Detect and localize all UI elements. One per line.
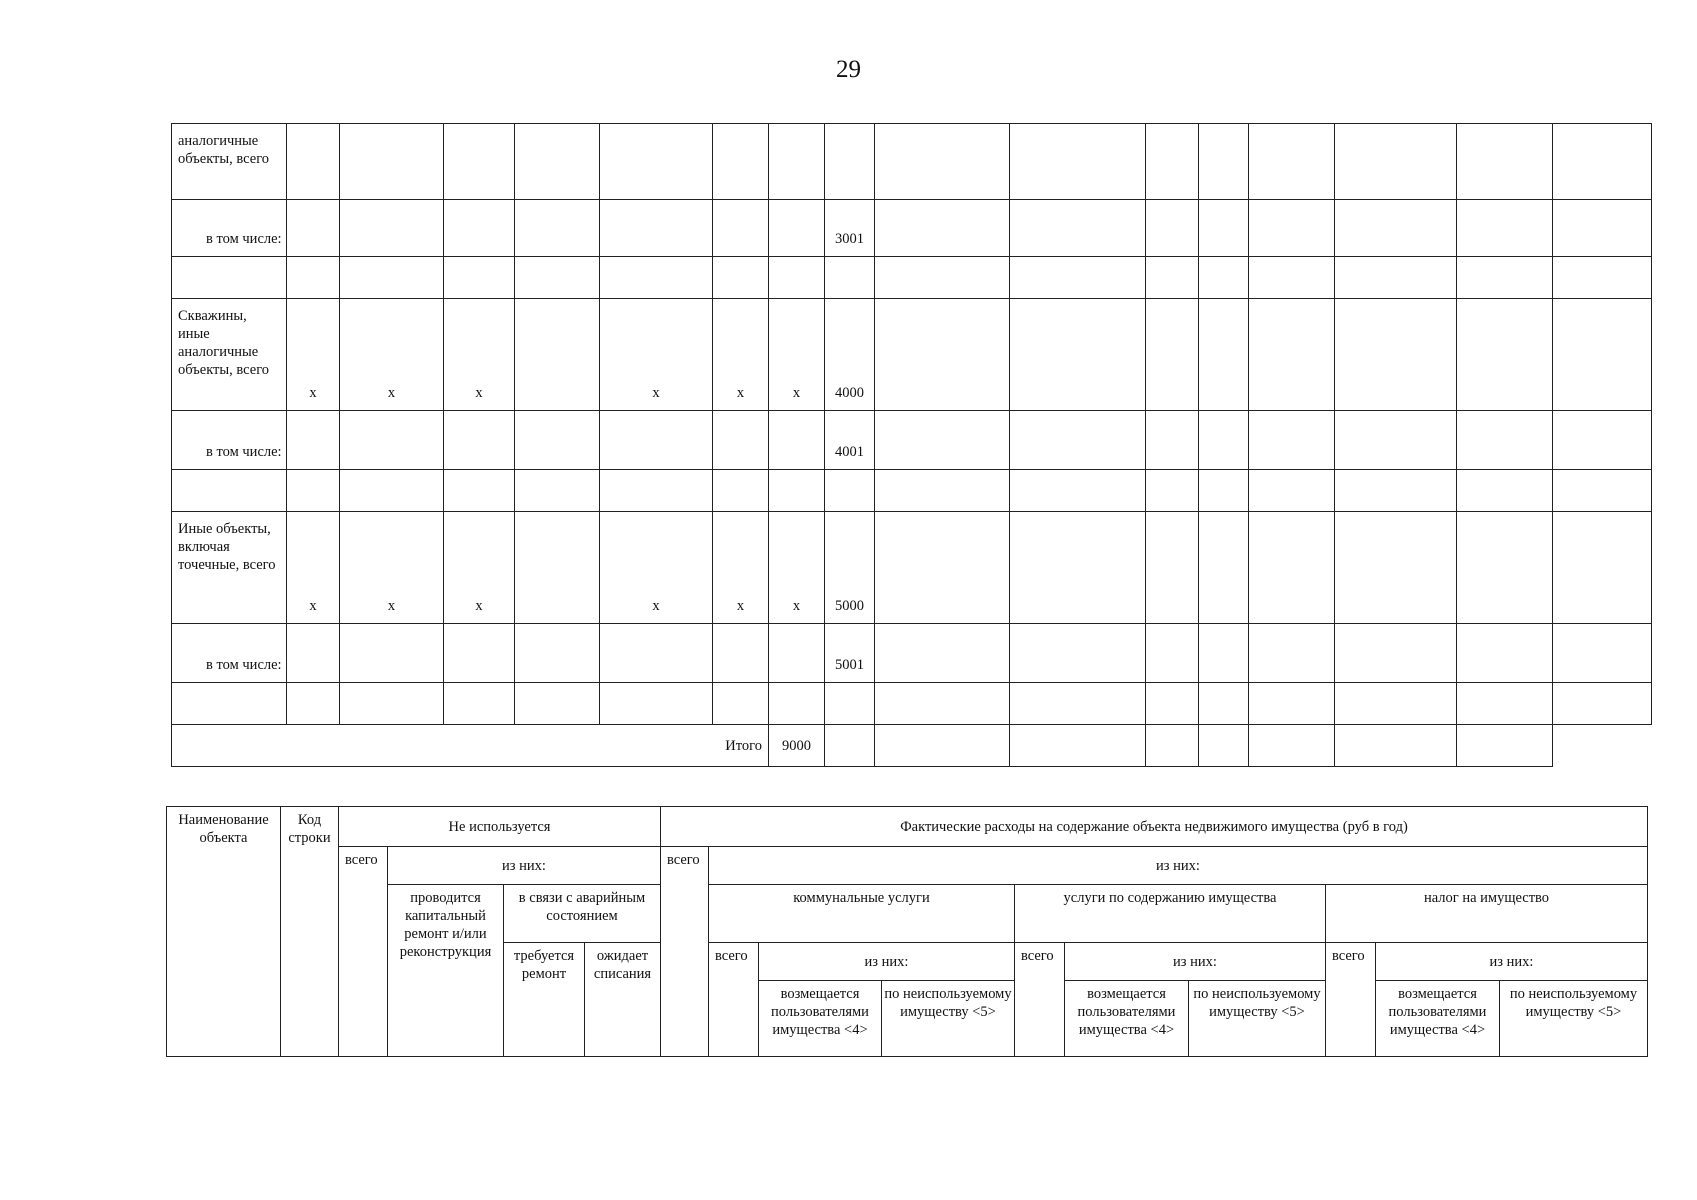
- value-cell: [825, 725, 875, 767]
- value-cell: [1199, 411, 1249, 470]
- mark-cell: [600, 624, 713, 683]
- tax-unused-header: по неиспользуемому имуществу <5>: [1500, 981, 1648, 1057]
- tax-reimbursed-header: возмещается пользователями имущества <4>: [1376, 981, 1500, 1057]
- table-row: [172, 124, 1652, 200]
- value-cell: [1199, 257, 1249, 299]
- maintenance-reimbursed-header: возмещается пользователями имущества <4>: [1065, 981, 1189, 1057]
- mark-cell: х: [600, 299, 713, 411]
- mark-cell: [287, 411, 340, 470]
- row-code-cell: 5000: [825, 512, 875, 624]
- value-cell: [1457, 299, 1553, 411]
- mark-cell: [444, 124, 515, 200]
- mark-cell: [515, 124, 600, 200]
- value-cell: [1010, 257, 1146, 299]
- row-code-header: Код строки: [281, 807, 339, 1057]
- not-used-total-header: всего: [339, 847, 388, 1057]
- value-cell: [1249, 257, 1335, 299]
- mark-cell: [444, 683, 515, 725]
- utilities-unused-header: по неиспользуемому имуществу <5>: [882, 981, 1015, 1057]
- value-cell: [1010, 624, 1146, 683]
- value-cell: [875, 299, 1010, 411]
- mark-cell: [287, 257, 340, 299]
- value-cell: [1199, 683, 1249, 725]
- value-cell: [1146, 411, 1199, 470]
- mark-cell: [444, 200, 515, 257]
- value-cell: [875, 200, 1010, 257]
- value-cell: [1146, 200, 1199, 257]
- value-cell: [1457, 683, 1553, 725]
- awaiting-writeoff-header: ожидает списания: [585, 943, 661, 1057]
- value-cell: [1010, 725, 1146, 767]
- value-cell: [1457, 624, 1553, 683]
- value-cell: [1010, 470, 1146, 512]
- total-code-cell: 9000: [769, 725, 825, 767]
- mark-cell: [600, 470, 713, 512]
- mark-cell: [600, 200, 713, 257]
- mark-cell: [444, 411, 515, 470]
- object-name-cell: в том числе:: [172, 200, 287, 257]
- mark-cell: х: [769, 512, 825, 624]
- value-cell: [1249, 624, 1335, 683]
- mark-cell: [713, 124, 769, 200]
- table-row: [172, 299, 1652, 411]
- value-cell: [1249, 200, 1335, 257]
- top-table: [171, 123, 1652, 767]
- mark-cell: [713, 624, 769, 683]
- value-cell: [1457, 512, 1553, 624]
- object-name-cell: в том числе:: [172, 411, 287, 470]
- mark-cell: [515, 512, 600, 624]
- value-cell: [875, 470, 1010, 512]
- value-cell: [1553, 624, 1652, 683]
- value-cell: [1146, 470, 1199, 512]
- value-cell: [1335, 725, 1457, 767]
- mark-cell: [713, 470, 769, 512]
- mark-cell: [287, 683, 340, 725]
- value-cell: [1553, 124, 1652, 200]
- mark-cell: [287, 624, 340, 683]
- table-row: [172, 411, 1652, 470]
- value-cell: [1010, 411, 1146, 470]
- value-cell: [1010, 683, 1146, 725]
- utilities-header: коммунальные услуги: [709, 885, 1015, 943]
- mark-cell: [769, 683, 825, 725]
- value-cell: [875, 512, 1010, 624]
- mark-cell: [713, 200, 769, 257]
- object-name-cell: Скважины, иные аналогичные объекты, всего: [172, 299, 287, 411]
- object-name-header: Наименование объекта: [167, 807, 281, 1057]
- actual-expenses-header: Фактические расходы на содержание объекта недвижимого имущества (руб в год): [661, 807, 1648, 847]
- repair-needed-header: требуется ремонт: [504, 943, 585, 1057]
- mark-cell: [287, 470, 340, 512]
- value-cell: [1335, 124, 1457, 200]
- value-cell: [1146, 257, 1199, 299]
- value-cell: [1249, 124, 1335, 200]
- mark-cell: х: [287, 512, 340, 624]
- value-cell: [875, 624, 1010, 683]
- mark-cell: [769, 411, 825, 470]
- bottom-table: [166, 806, 1648, 1057]
- mark-cell: [340, 683, 444, 725]
- value-cell: [1249, 725, 1335, 767]
- mark-cell: [287, 124, 340, 200]
- mark-cell: [515, 200, 600, 257]
- value-cell: [1199, 624, 1249, 683]
- mark-cell: [340, 124, 444, 200]
- mark-cell: [713, 411, 769, 470]
- mark-cell: х: [287, 299, 340, 411]
- value-cell: [1010, 299, 1146, 411]
- mark-cell: х: [600, 512, 713, 624]
- value-cell: [1553, 683, 1652, 725]
- not-used-header: Не используется: [339, 807, 661, 847]
- value-cell: [1457, 257, 1553, 299]
- value-cell: [1553, 411, 1652, 470]
- value-cell: [1335, 512, 1457, 624]
- value-cell: [875, 683, 1010, 725]
- value-cell: [1553, 257, 1652, 299]
- mark-cell: [769, 624, 825, 683]
- value-cell: [1146, 683, 1199, 725]
- maintenance-total-header: всего: [1015, 943, 1065, 1057]
- mark-cell: х: [769, 299, 825, 411]
- mark-cell: [769, 470, 825, 512]
- page-number: 29: [836, 56, 861, 83]
- value-cell: [1146, 725, 1199, 767]
- mark-cell: [713, 257, 769, 299]
- row-code-cell: 5001: [825, 624, 875, 683]
- capital-repair-header: проводится капитальный ремонт и/или реконструкция: [388, 885, 504, 1057]
- row-code-cell: [825, 124, 875, 200]
- mark-cell: [515, 624, 600, 683]
- object-name-cell: [172, 683, 287, 725]
- row-code-cell: 3001: [825, 200, 875, 257]
- object-name-cell: в том числе:: [172, 624, 287, 683]
- value-cell: [1146, 512, 1199, 624]
- value-cell: [1249, 512, 1335, 624]
- value-cell: [1553, 200, 1652, 257]
- row-code-cell: 4001: [825, 411, 875, 470]
- value-cell: [875, 124, 1010, 200]
- table-row: [172, 200, 1652, 257]
- value-cell: [875, 725, 1010, 767]
- maintenance-of-them-header: из них:: [1065, 943, 1326, 981]
- maintenance-unused-header: по неиспользуемому имуществу <5>: [1189, 981, 1326, 1057]
- object-name-cell: аналогичные объекты, всего: [172, 124, 287, 200]
- maintenance-header: услуги по содержанию имущества: [1015, 885, 1326, 943]
- value-cell: [1457, 411, 1553, 470]
- value-cell: [875, 411, 1010, 470]
- object-name-cell: [172, 470, 287, 512]
- property-tax-header: налог на имущество: [1326, 885, 1648, 943]
- not-used-of-them-header: из них:: [388, 847, 661, 885]
- mark-cell: [769, 200, 825, 257]
- mark-cell: х: [340, 512, 444, 624]
- mark-cell: [287, 200, 340, 257]
- mark-cell: х: [713, 512, 769, 624]
- mark-cell: [340, 470, 444, 512]
- utilities-reimbursed-header: возмещается пользователями имущества <4>: [759, 981, 882, 1057]
- mark-cell: [515, 470, 600, 512]
- value-cell: [1457, 200, 1553, 257]
- row-code-cell: [825, 470, 875, 512]
- total-label: Итого: [172, 725, 769, 767]
- value-cell: [1010, 200, 1146, 257]
- mark-cell: [515, 411, 600, 470]
- value-cell: [1553, 470, 1652, 512]
- mark-cell: [340, 200, 444, 257]
- expenses-total-header: всего: [661, 847, 709, 1057]
- value-cell: [1199, 124, 1249, 200]
- value-cell: [1335, 624, 1457, 683]
- value-cell: [1553, 299, 1652, 411]
- mark-cell: [340, 624, 444, 683]
- value-cell: [1199, 725, 1249, 767]
- value-cell: [1146, 299, 1199, 411]
- mark-cell: [600, 411, 713, 470]
- value-cell: [1146, 124, 1199, 200]
- expenses-of-them-header: из них:: [709, 847, 1648, 885]
- table-row: [172, 257, 1652, 299]
- mark-cell: [340, 411, 444, 470]
- mark-cell: [444, 624, 515, 683]
- mark-cell: [600, 257, 713, 299]
- tax-of-them-header: из них:: [1376, 943, 1648, 981]
- value-cell: [1249, 683, 1335, 725]
- mark-cell: [600, 683, 713, 725]
- value-cell: [875, 257, 1010, 299]
- mark-cell: [515, 257, 600, 299]
- table-row: [172, 624, 1652, 683]
- value-cell: [1335, 470, 1457, 512]
- mark-cell: [444, 257, 515, 299]
- total-row: [172, 725, 1652, 767]
- value-cell: [1335, 683, 1457, 725]
- tax-total-header: всего: [1326, 943, 1376, 1057]
- mark-cell: х: [444, 512, 515, 624]
- value-cell: [1249, 470, 1335, 512]
- value-cell: [1335, 257, 1457, 299]
- row-code-cell: [825, 683, 875, 725]
- emergency-header: в связи с аварийным состоянием: [504, 885, 661, 943]
- mark-cell: [444, 470, 515, 512]
- mark-cell: [515, 299, 600, 411]
- value-cell: [1457, 725, 1553, 767]
- mark-cell: [769, 257, 825, 299]
- mark-cell: х: [444, 299, 515, 411]
- row-code-cell: 4000: [825, 299, 875, 411]
- utilities-of-them-header: из них:: [759, 943, 1015, 981]
- value-cell: [1335, 299, 1457, 411]
- value-cell: [1335, 200, 1457, 257]
- value-cell: [1457, 124, 1553, 200]
- mark-cell: [515, 683, 600, 725]
- value-cell: [1199, 200, 1249, 257]
- row-code-cell: [825, 257, 875, 299]
- mark-cell: х: [713, 299, 769, 411]
- value-cell: [1010, 124, 1146, 200]
- value-cell: [1249, 299, 1335, 411]
- mark-cell: [713, 683, 769, 725]
- table-row: [172, 470, 1652, 512]
- value-cell: [1553, 512, 1652, 624]
- value-cell: [1199, 299, 1249, 411]
- value-cell: [1199, 470, 1249, 512]
- table-row: [172, 683, 1652, 725]
- value-cell: [1199, 512, 1249, 624]
- mark-cell: [340, 257, 444, 299]
- value-cell: [1249, 411, 1335, 470]
- mark-cell: [600, 124, 713, 200]
- value-cell: [1146, 624, 1199, 683]
- value-cell: [1335, 411, 1457, 470]
- utilities-total-header: всего: [709, 943, 759, 1057]
- table-row: [172, 512, 1652, 624]
- mark-cell: х: [340, 299, 444, 411]
- value-cell: [1457, 470, 1553, 512]
- value-cell: [1010, 512, 1146, 624]
- object-name-cell: Иные объекты, включая точечные, всего: [172, 512, 287, 624]
- object-name-cell: [172, 257, 287, 299]
- mark-cell: [769, 124, 825, 200]
